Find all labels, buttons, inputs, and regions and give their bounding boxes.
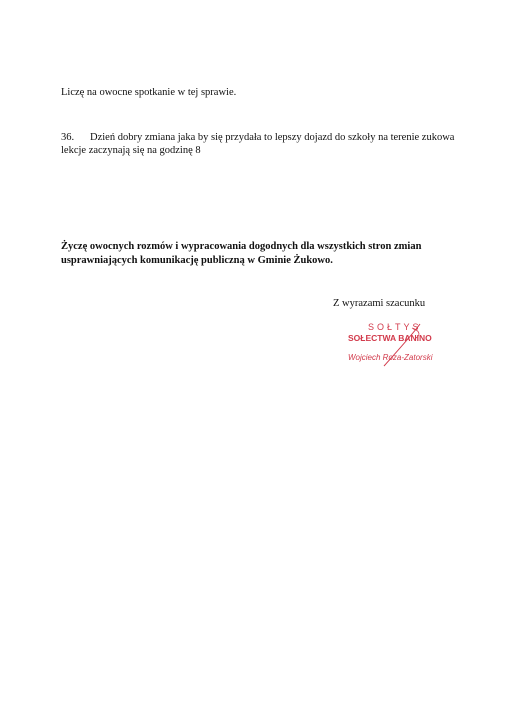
stamp-office: SOŁECTWA BANINO	[348, 333, 432, 343]
item-text: Dzień dobry zmiana jaka by się przydała to lepszy dojazd do szkoły na terenie zukowa lekcje zaczynają się na godzinę 8	[61, 132, 455, 156]
item-number: 36.	[61, 132, 75, 143]
signature-stroke	[342, 320, 442, 370]
paragraph-meeting: Liczę na owocne spotkanie w tej sprawie.	[61, 87, 237, 98]
closing-regards: Z wyrazami szacunku	[333, 298, 426, 309]
comment-item-36	[61, 131, 461, 157]
stamp-title: SOŁTYS	[368, 322, 422, 332]
wishes-paragraph: Życzę owocnych rozmów i wypracowania dogodnych dla wszystkich stron zmian usprawniających komunikację publiczną w Gminie Żukowo.	[61, 241, 422, 266]
official-stamp	[342, 320, 442, 370]
stamp-name: Wojciech Roza-Zatorski	[348, 353, 433, 362]
